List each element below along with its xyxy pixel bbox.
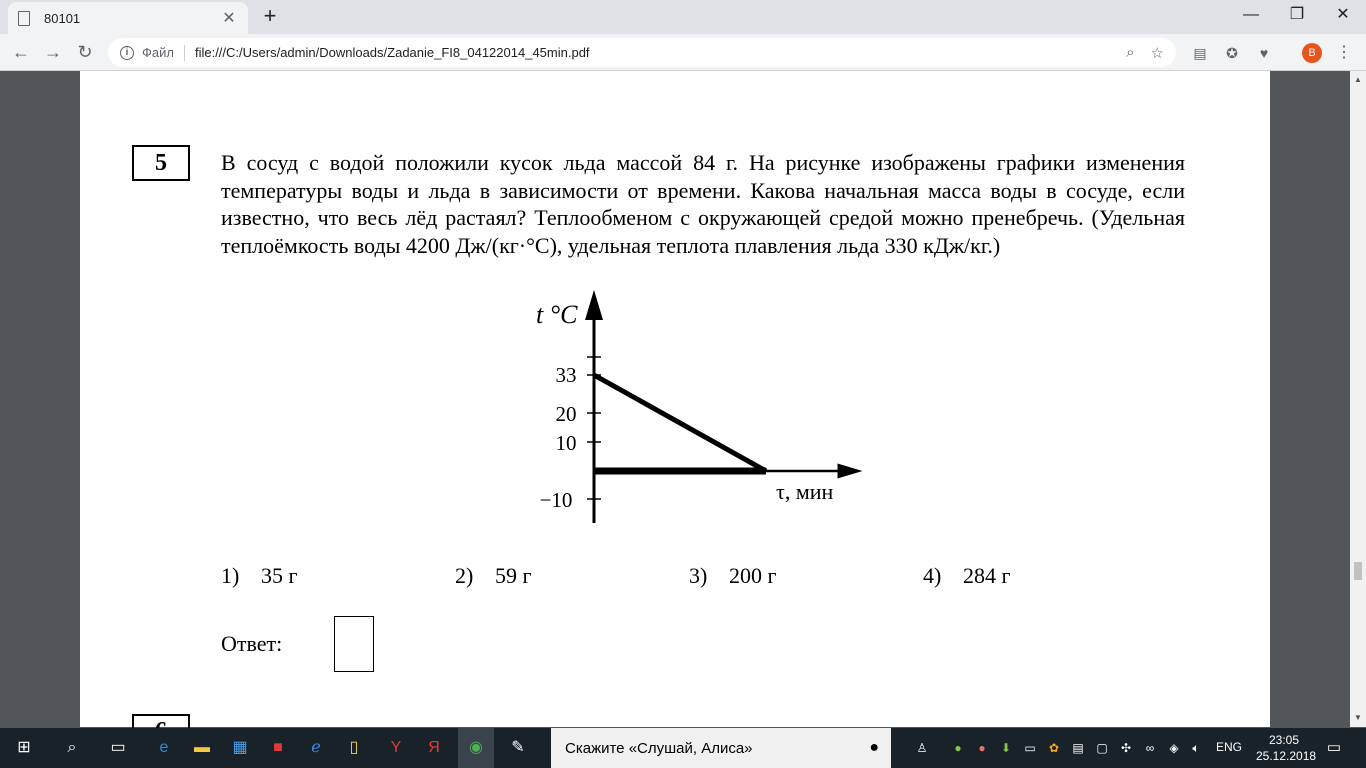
file-explorer-icon[interactable]: ▬ — [194, 739, 210, 756]
store-icon[interactable]: ▦ — [232, 739, 248, 756]
y-tick-label-minus10: −10 — [539, 488, 573, 512]
start-icon[interactable]: ⊞ — [17, 739, 31, 756]
tray-box-icon[interactable]: ◈ — [1169, 741, 1179, 755]
download-icon[interactable]: ⬇ — [1000, 741, 1012, 755]
browser-toolbar — [0, 34, 1366, 71]
restore-button[interactable]: ❐ — [1289, 6, 1305, 23]
minimize-button[interactable]: — — [1243, 6, 1259, 23]
notifications-icon[interactable]: ▭ — [1326, 739, 1342, 756]
info-icon[interactable]: i — [120, 46, 134, 60]
yandex-icon[interactable]: Я — [428, 739, 440, 756]
water-temperature-line — [594, 375, 766, 471]
url-text[interactable]: file:///C:/Users/admin/Downloads/Zadanie_FI8_04122014_45min.pdf — [194, 45, 590, 60]
x-axis-label: τ, мин — [776, 479, 834, 504]
yandex-browser-icon[interactable]: Y — [390, 739, 402, 756]
scroll-thumb[interactable] — [1354, 562, 1362, 580]
tab-strip — [0, 0, 1366, 34]
extension-icon[interactable]: ▤ — [1193, 45, 1207, 61]
internet-explorer-icon[interactable]: ℯ — [311, 739, 321, 756]
y-tick-label-20: 20 — [555, 402, 577, 426]
scroll-up-icon[interactable]: ▲ — [1354, 75, 1362, 84]
tray-app-red-icon[interactable]: ● — [978, 741, 986, 755]
answer-box — [334, 616, 374, 672]
close-window-button[interactable]: ✕ — [1336, 6, 1350, 23]
tab-close-icon[interactable]: ✕ — [222, 10, 236, 27]
windows-taskbar — [0, 728, 1366, 768]
tab-title: 80101 — [44, 10, 81, 26]
tray-screen-icon[interactable]: ▢ — [1096, 741, 1108, 755]
scheme-label: Файл — [142, 45, 174, 60]
y-tick-label-33: 33 — [555, 363, 577, 387]
option-2: 2) 59 г — [455, 563, 532, 588]
pdf-page — [80, 71, 1270, 727]
back-button[interactable]: ← — [12, 42, 30, 62]
documents-icon[interactable]: ▯ — [349, 739, 359, 756]
bookmark-star-icon[interactable]: ☆ — [1150, 44, 1164, 62]
option-4: 4) 284 г — [923, 563, 1011, 588]
scroll-down-icon[interactable]: ▼ — [1354, 713, 1362, 722]
chrome-icon[interactable]: ◉ — [458, 728, 494, 768]
search-icon[interactable]: ⌕ — [67, 739, 77, 756]
answer-label: Ответ: — [221, 631, 283, 656]
clock-time: 23:05 — [1268, 733, 1300, 747]
option-3: 3) 200 г — [689, 563, 777, 588]
task-view-icon[interactable]: ▭ — [110, 739, 126, 756]
system-clock[interactable] — [1256, 732, 1317, 764]
omnibox-divider — [184, 45, 185, 61]
tray-app-green-icon[interactable]: ● — [954, 741, 962, 755]
edge-icon[interactable]: e — [159, 739, 169, 756]
tray-monitor-icon[interactable]: ▭ — [1024, 741, 1036, 755]
search-placeholder: Скажите «Слушай, Алиса» — [565, 739, 753, 757]
app-red-icon[interactable]: ■ — [273, 739, 283, 756]
reload-button[interactable]: ↻ — [77, 42, 93, 62]
people-icon[interactable]: ♙ — [916, 741, 928, 755]
y-axis-label: t °C — [536, 300, 578, 329]
paint-icon[interactable]: ✎ — [511, 739, 525, 756]
clock-date: 25.12.2018 — [1256, 749, 1317, 763]
temperature-graph — [520, 291, 860, 531]
language-indicator[interactable]: ENG — [1216, 740, 1243, 754]
forward-button[interactable]: → — [44, 42, 62, 62]
microphone-icon[interactable]: ● — [869, 739, 879, 756]
profile-avatar[interactable]: B — [1302, 43, 1322, 63]
y-tick-label-10: 10 — [555, 431, 577, 455]
tray-usb-icon[interactable]: ✣ — [1120, 741, 1132, 755]
vertical-scrollbar[interactable] — [1350, 71, 1366, 727]
pdf-viewer — [0, 71, 1350, 727]
document-icon — [18, 11, 30, 26]
extension-star-icon[interactable]: ✪ — [1226, 45, 1238, 61]
alice-search-box[interactable] — [551, 728, 891, 768]
volume-icon[interactable]: 🔈︎ — [1192, 741, 1200, 755]
tray-display-icon[interactable]: ▤ — [1072, 741, 1084, 755]
address-bar[interactable] — [108, 38, 1176, 67]
answer-options — [221, 563, 1185, 591]
zoom-icon[interactable]: ⌕ — [1126, 44, 1135, 61]
tray-flower-icon[interactable]: ✿ — [1048, 741, 1060, 755]
question-text: В сосуд с водой положили кусок льда массой 84 г. На рисунке изображены графики изменения температуры воды и льда в зависимости от времени. Какова начальная масса воды в сосуде, если известно, что весь лёд растаял? Теплообменом с окружающей средой можно пренебречь. (Удельная теплоёмкость воды 4200 Дж/(кг·°С), удельная теплота плавления льда 330 кДж/кг.) — [221, 150, 1185, 258]
menu-icon[interactable]: ⋮ — [1336, 44, 1352, 61]
tray-link-icon[interactable]: ∞ — [1145, 741, 1155, 755]
option-1: 1) 35 г — [221, 563, 298, 588]
tab-active[interactable] — [8, 2, 248, 34]
extension-heart-icon[interactable]: ♥ — [1259, 45, 1269, 61]
question-number: 5 — [132, 145, 190, 181]
new-tab-button[interactable]: + — [263, 3, 277, 28]
